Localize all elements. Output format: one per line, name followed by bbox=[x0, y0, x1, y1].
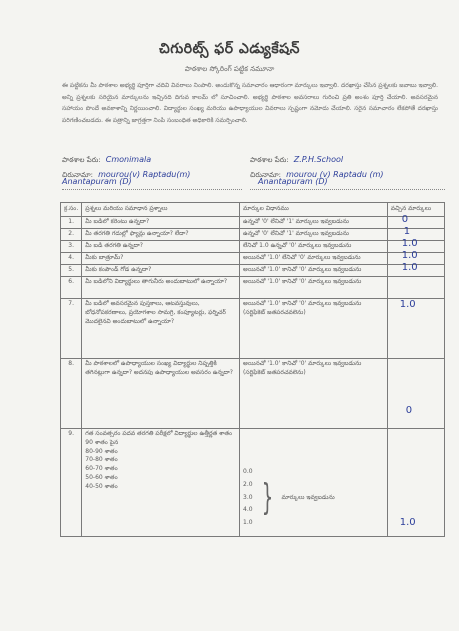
row-question: మీ బడిలోని విద్యార్థులు తాగునీరు అందుబాటులో ఉన్నాయా? bbox=[82, 277, 240, 299]
table-row bbox=[61, 217, 445, 229]
row-question: మీ బడిలో అవసరమైన పుస్తకాలు, ఆటవస్తువులు, బోధనోపకరణాలు, ప్రయోగశాల సామగ్రి, కంప్యూటర్లు, ఫర్నిచర్ మొదలైనవి అందుబాటులో ఉన్నాయా? bbox=[82, 299, 240, 359]
handwritten-value: mourou (v) Raptadu (m) bbox=[286, 170, 384, 179]
handwritten-score: 0 bbox=[405, 405, 413, 416]
row-score bbox=[387, 299, 444, 359]
pct-mark: 2.0 bbox=[243, 480, 253, 488]
row-question: మీ బడి తరగతి ఉన్నదా? bbox=[82, 241, 240, 253]
handwritten-score: 1.0 bbox=[399, 517, 416, 528]
row-rule: లేనిచో 1.0 ఉన్నచో '0' మార్కులు ఇవ్వబడును bbox=[240, 241, 388, 253]
divider bbox=[250, 189, 445, 190]
instruction-line: విద్యార్థుల సంఖ్య మరియు ఉపాధ్యాయుల వివరాలు స్పష్టంగా నమోదు చేయాలి. సరైన సమాచారం లేకపోతే దరఖాస్తు పరిగణించబడదు. bbox=[62, 105, 438, 124]
field-label: చిరునామా: bbox=[250, 171, 282, 179]
row-score bbox=[387, 214, 444, 229]
handwritten-score: 0 bbox=[401, 214, 409, 225]
header-score: వచ్చిన మార్కులు bbox=[387, 203, 444, 217]
row-rule: ఉన్నచో '0' లేనిచో '1' మార్కులు ఇవ్వబడును bbox=[240, 229, 388, 241]
row-num: 7. bbox=[61, 299, 82, 359]
handwritten-value: Z.P.H.School bbox=[293, 155, 344, 164]
row-rule: అయినచో '1.0' కానిచో '0' మార్కులు ఇవ్వబడును bbox=[240, 265, 388, 277]
row-num: 3. bbox=[61, 241, 82, 253]
row-num: 1. bbox=[61, 217, 82, 229]
instruction-line: అభ్యర్థి పాఠశాల అవసరాలు గురించి ప్రతి అంశం పూర్తి చేయాలి. అవసరమైన సహాయం పొందే అవకాశాన్ని నిర్ణయించాలి. bbox=[62, 93, 438, 113]
page-subtitle: పాఠశాల స్కోరింగ్ పట్టిక నమూనా bbox=[184, 65, 275, 73]
handwritten-value: Cmonimala bbox=[105, 155, 152, 164]
row-num: 6. bbox=[61, 277, 82, 299]
header-num: క్ర.సం. bbox=[61, 203, 82, 217]
table-row bbox=[61, 277, 445, 299]
table-row bbox=[61, 229, 445, 241]
pct-item: 90 శాతం పైన bbox=[85, 438, 119, 446]
divider bbox=[62, 189, 242, 190]
district-value-left: Anantapuram (D) bbox=[62, 177, 132, 186]
handwritten-score: 1.0 bbox=[399, 299, 416, 310]
table-header-row bbox=[61, 203, 445, 217]
row-rule-text: మార్కులు ఇవ్వబడును bbox=[281, 493, 335, 501]
row-num: 4. bbox=[61, 253, 82, 265]
field-label: పాఠశాల పేరు: bbox=[62, 156, 101, 164]
handwritten-value: mourou(v) Raptadu(m) bbox=[98, 170, 191, 179]
row-question: మీకు కంపౌండ్ గోడ ఉన్నదా? bbox=[82, 265, 240, 277]
row-score bbox=[387, 277, 444, 299]
row-score bbox=[387, 429, 444, 537]
row-num: 5. bbox=[61, 265, 82, 277]
handwritten-score: 1 bbox=[403, 226, 411, 237]
row-num: 9. bbox=[61, 429, 82, 537]
row-rule bbox=[240, 429, 388, 537]
district-value-right: Anantapuram (D) bbox=[258, 177, 328, 186]
row-score bbox=[387, 359, 444, 429]
handwritten-score: 1.0 bbox=[401, 238, 418, 249]
row-question bbox=[82, 429, 240, 537]
instructions bbox=[62, 80, 438, 126]
table-row bbox=[61, 253, 445, 265]
row-rule: అయినచో '1.0' కానిచో '0' మార్కులు ఇవ్వబడును bbox=[240, 277, 388, 299]
pct-marks-group bbox=[243, 468, 384, 528]
pct-mark: 0.0 bbox=[243, 468, 253, 475]
pct-item: 40-50 శాతం bbox=[85, 482, 118, 490]
row-rule: అయినచో '1.0' కానిచో '0' మార్కులు ఇవ్వబడును (సర్టిఫికెట్ జతపరచవలెను) bbox=[240, 359, 388, 429]
table-row bbox=[61, 265, 445, 277]
field-label: పాఠశాల పేరు: bbox=[250, 156, 289, 164]
page-title: చిగురిట్స్ ఫర్ ఎడ్యుకేషన్ bbox=[159, 41, 300, 57]
brace-icon: } bbox=[261, 476, 273, 518]
instruction-line: ఈ పత్రాన్ని జాగ్రత్తగా నింపి సంబంధిత అధికారికి సమర్పించాలి. bbox=[104, 116, 248, 124]
header-question: ప్రశ్నలు మరియు సమాధాన ప్రశ్నాలు bbox=[82, 203, 240, 217]
pct-item: 50-60 శాతం bbox=[85, 473, 118, 481]
pct-item: 70-80 శాతం bbox=[85, 456, 118, 464]
scoring-table bbox=[60, 202, 445, 537]
pct-mark: 3.0 bbox=[243, 493, 253, 501]
row-question: మీ పాఠశాలలో ఉపాధ్యాయుల సంఖ్య విద్యార్థుల నిష్పత్తికి తగినట్లుగా ఉన్నదా? అదనపు ఉపాధ్యాయుల అవసరం ఉన్నదా? bbox=[82, 359, 240, 429]
table-row bbox=[61, 241, 445, 253]
table-row bbox=[61, 299, 445, 359]
pct-marks-values bbox=[243, 468, 253, 528]
instruction-line: ఈ పట్టికను మీ పాఠశాల అభ్యర్థి పూర్తిగా చదివి వివరాలు నింపాలి. అందుకొన్న సమాచారం ఆధారంగా మార్కులు ఇవ్వాలి. bbox=[62, 82, 340, 89]
row-question: మీ తరగతి గదుల్లో ఫ్యాన్లు ఉన్నాయా? లేదా? bbox=[82, 229, 240, 241]
row-rule: అయినచో '1.0' కానిచో '0' మార్కులు ఇవ్వబడును (సర్టిఫికెట్ జతపరచవలెను) bbox=[240, 299, 388, 359]
row-score bbox=[387, 262, 444, 277]
pct-item: 80-90 శాతం bbox=[85, 447, 118, 455]
row-num: 8. bbox=[61, 359, 82, 429]
handwritten-score: 1.0 bbox=[401, 250, 418, 261]
pct-item: 60-70 శాతం bbox=[85, 465, 118, 473]
row-question-text: గత సంవత్సరం పదవ తరగతి పరీక్షలో విద్యార్థుల ఉత్తీర్ణత శాతం bbox=[85, 430, 233, 437]
field-label: చిరునామా: bbox=[62, 171, 94, 179]
row-question: మీకు బాత్రూమ్? bbox=[82, 253, 240, 265]
row-num: 2. bbox=[61, 229, 82, 241]
handwritten-score: 1.0 bbox=[401, 262, 418, 273]
header-rule: మార్కుల విధానము bbox=[240, 203, 388, 217]
pct-mark: 4.0 bbox=[243, 506, 253, 514]
row-rule: అయినచో '1.0' లేనిచో '0' మార్కులు ఇవ్వబడును bbox=[240, 253, 388, 265]
pct-mark: 1.0 bbox=[243, 519, 253, 527]
row-question: మీ బడిలో కరెంటు ఉన్నదా? bbox=[82, 217, 240, 229]
table-row bbox=[61, 359, 445, 429]
table-row bbox=[61, 429, 445, 537]
row-rule: ఉన్నచో '0' లేనిచో '1' మార్కులు ఇవ్వబడును bbox=[240, 217, 388, 229]
instruction-line: దరఖాస్తు చేసిన ప్రశ్నలకు జవాబు ఇవ్వాలి. అన్ని ప్రశ్నలకు సరియైన మార్కులను ఇచ్చినది దిగువ కాలమ్ లో సూచించాలి. bbox=[62, 82, 438, 101]
